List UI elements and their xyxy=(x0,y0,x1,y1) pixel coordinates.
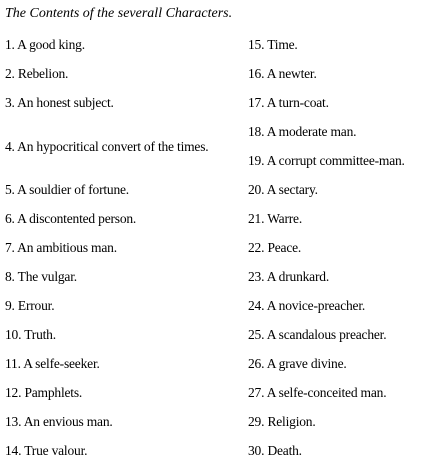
left-entry: 4. An hypocritical convert of the times. xyxy=(5,138,209,154)
right-entry: 20. A sectary. xyxy=(248,182,318,197)
right-entry: 29. Religion. xyxy=(248,414,316,429)
right-entry: 24. A novice-preacher. xyxy=(248,298,366,313)
left-entry: 5. A souldier of fortune. xyxy=(5,182,129,197)
table-row xyxy=(0,59,437,88)
table-row xyxy=(0,262,437,291)
right-entry-stack xyxy=(243,117,437,175)
right-entry: 21. Warre. xyxy=(248,211,303,226)
left-entry: 14. True valour. xyxy=(5,443,88,458)
right-entry: 30. Death. xyxy=(248,443,302,458)
table-row xyxy=(0,436,437,465)
left-entry: 8. The vulgar. xyxy=(5,269,77,284)
table-caption: The Contents of the severall Characters. xyxy=(5,6,233,21)
right-entry: 18. A moderate man. xyxy=(248,124,357,139)
left-entry: 3. An honest subject. xyxy=(5,95,114,110)
table-row xyxy=(0,378,437,407)
left-entry: 1. A good king. xyxy=(5,37,85,52)
right-entry: 27. A selfe-conceited man. xyxy=(248,385,387,400)
left-entry: 9. Errour. xyxy=(5,298,55,313)
right-entry: 15. Time. xyxy=(248,37,298,52)
left-entry: 2. Rebelion. xyxy=(5,66,69,81)
left-entry: 10. Truth. xyxy=(5,327,56,342)
right-entry: 16. A newter. xyxy=(248,66,317,81)
left-entry: 13. An envious man. xyxy=(5,414,113,429)
table-row xyxy=(0,291,437,320)
table-row xyxy=(0,349,437,378)
table-row xyxy=(0,175,437,204)
right-entry: 22. Peace. xyxy=(248,240,302,255)
right-entry: 19. A corrupt committee-man. xyxy=(248,153,405,168)
left-entry: 11. A selfe-seeker. xyxy=(5,356,100,371)
table-row xyxy=(0,233,437,262)
table-row xyxy=(0,117,437,175)
contents-table xyxy=(0,30,437,465)
table-row xyxy=(0,88,437,117)
right-entry: 25. A scandalous preacher. xyxy=(248,327,387,342)
right-entry: 17. A turn-coat. xyxy=(248,95,329,110)
left-entry: 6. A discontented person. xyxy=(5,211,137,226)
left-entry: 7. An ambitious man. xyxy=(5,240,117,255)
table-row xyxy=(0,407,437,436)
table-row xyxy=(0,320,437,349)
right-entry: 26. A grave divine. xyxy=(248,356,347,371)
left-entry: 12. Pamphlets. xyxy=(5,385,83,400)
right-entry: 23. A drunkard. xyxy=(248,269,329,284)
table-row xyxy=(0,30,437,59)
table-row xyxy=(0,204,437,233)
